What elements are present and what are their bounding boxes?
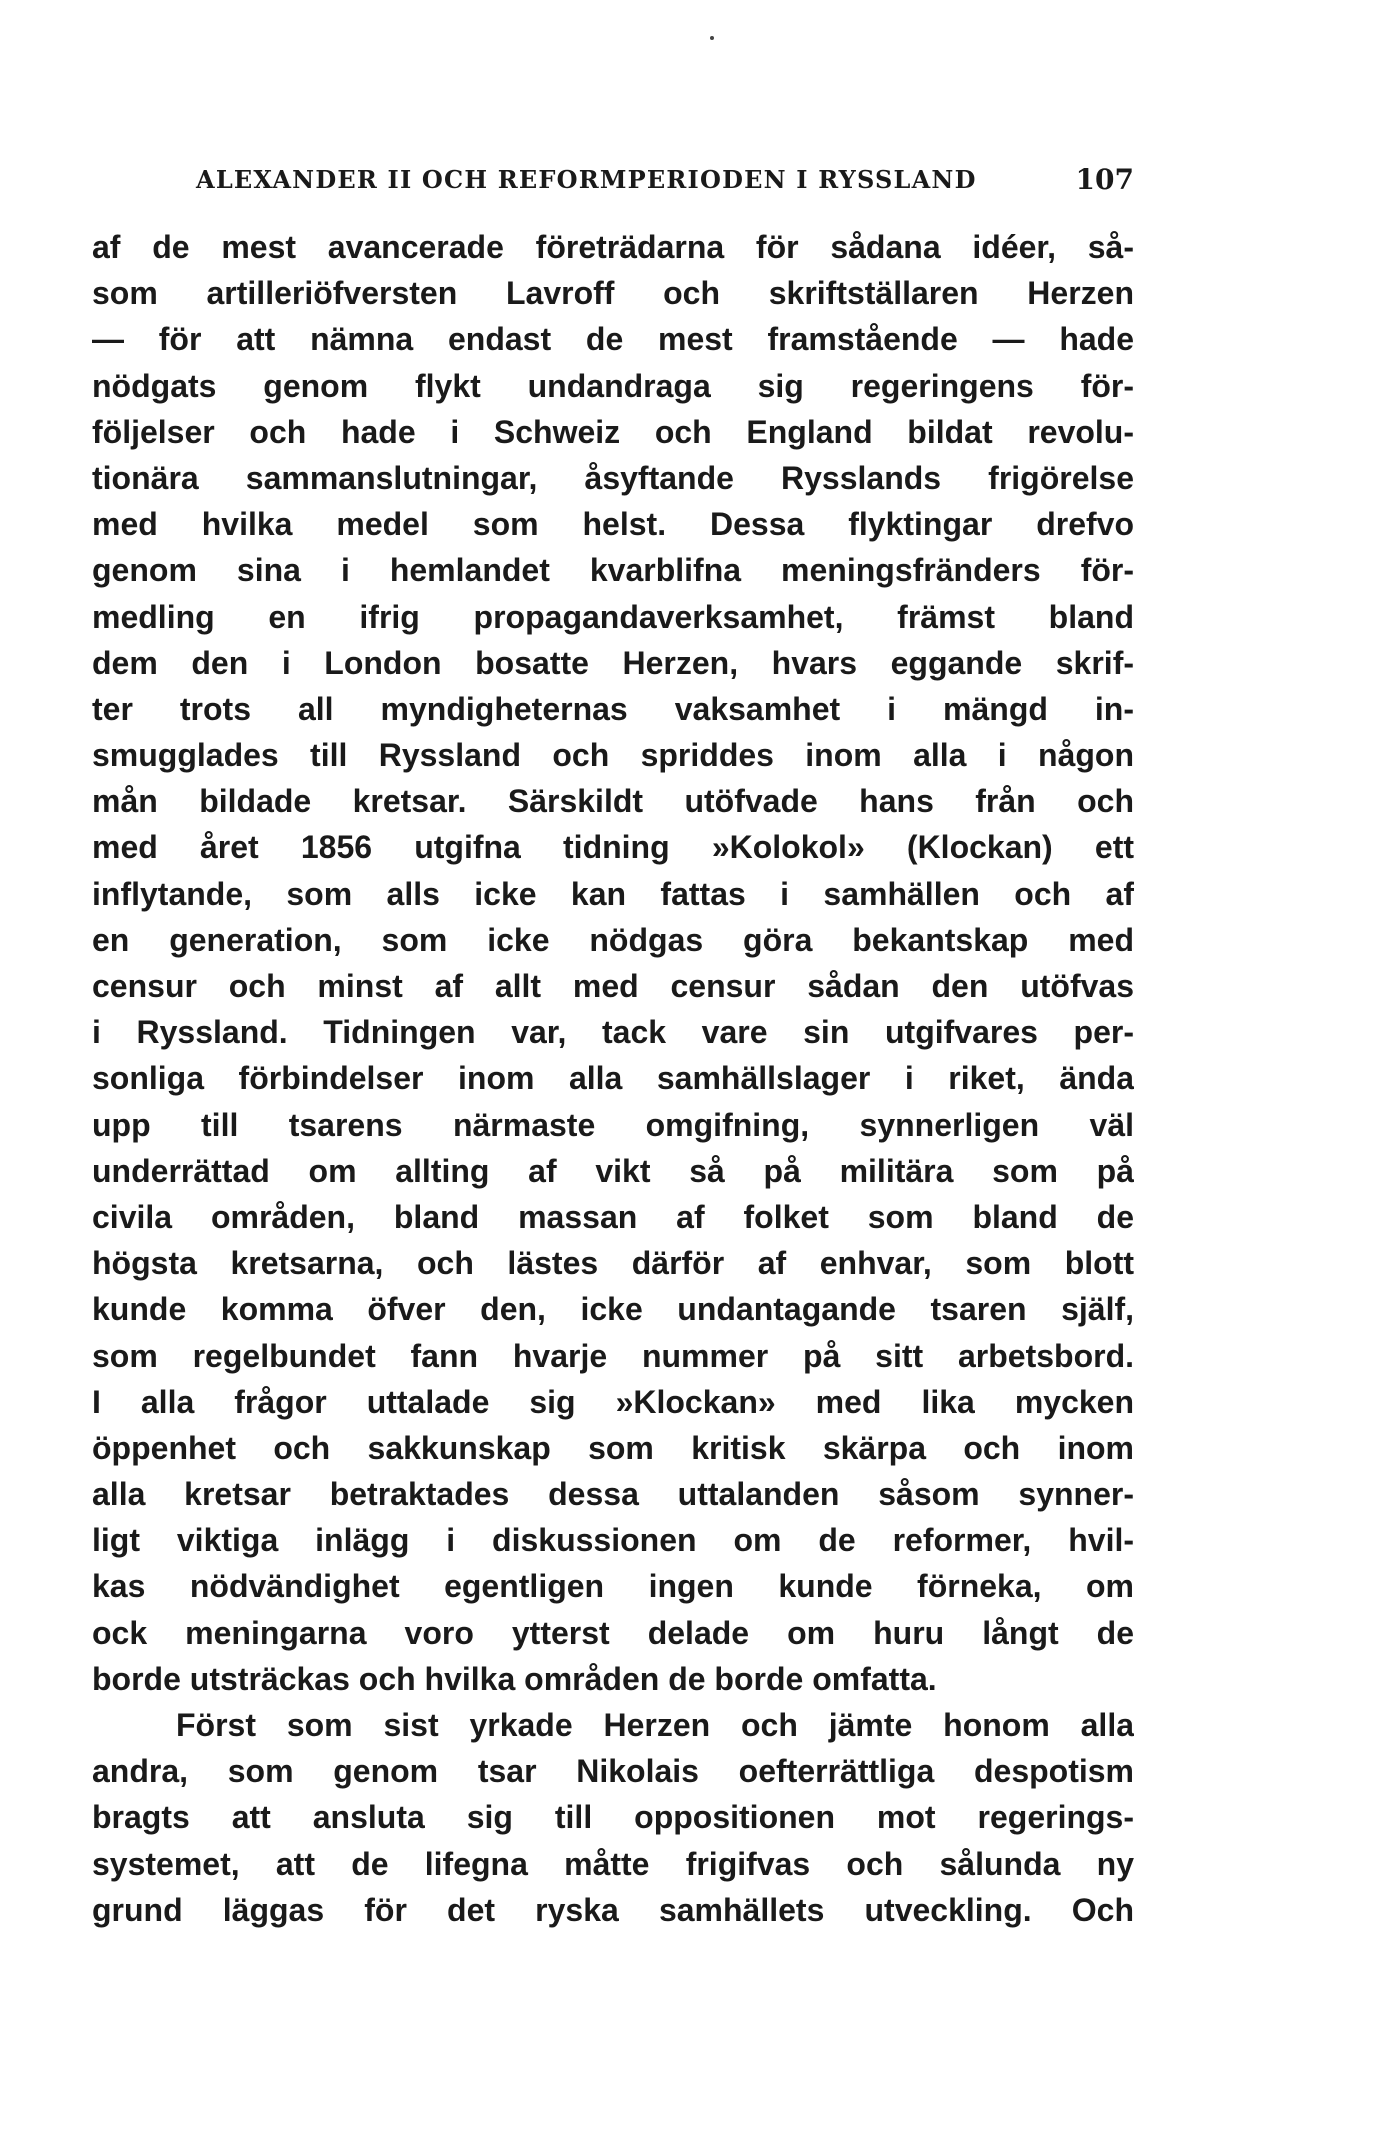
text-line: ligt viktiga inlägg i diskussionen om de reformer, hvil- bbox=[92, 1522, 1134, 1559]
text-line: censur och minst af allt med censur sådan den utöfvas bbox=[92, 968, 1134, 1004]
text-line: alla kretsar betraktades dessa uttalanden såsom synner- bbox=[92, 1476, 1134, 1513]
text-line: — för att nämna endast de mest framstående — hade bbox=[92, 321, 1134, 358]
text-line: ter trots all myndigheternas vaksamhet i mängd in- bbox=[92, 690, 1134, 727]
running-title: ALEXANDER II OCH REFORMPERIODEN I RYSSLAND bbox=[196, 165, 977, 194]
text-line: smugglades till Ryssland och spriddes inom alla i någon bbox=[92, 737, 1134, 774]
text-line: genom sina i hemlandet kvarblifna meningsfränders för- bbox=[92, 552, 1134, 589]
text-line: I alla frågor uttalade sig »Klockan» med lika mycken bbox=[92, 1383, 1134, 1420]
text-line: sonliga förbindelser inom alla samhällslager i riket, ända bbox=[92, 1060, 1134, 1097]
text-line: af de mest avancerade företrädarna för sådana idéer, så- bbox=[92, 229, 1134, 265]
paragraph-2 bbox=[92, 1702, 1134, 1933]
text-line: dem den i London bosatte Herzen, hvars eggande skrif- bbox=[92, 644, 1134, 681]
text-line: högsta kretsarna, och lästes därför af enhvar, som blott bbox=[92, 1245, 1134, 1282]
body-text bbox=[92, 224, 1134, 1933]
text-line: medling en ifrig propagandaverksamhet, främst bland bbox=[92, 598, 1134, 635]
text-line: underrättad om allting af vikt så på militära som på bbox=[92, 1152, 1134, 1189]
text-line: civila områden, bland massan af folket som bland de bbox=[92, 1198, 1134, 1235]
text-line: mån bildade kretsar. Särskildt utöfvade hans från och bbox=[92, 783, 1134, 820]
paragraph-1 bbox=[92, 224, 1134, 1702]
text-line: kunde komma öfver den, icke undantagande tsaren själf, bbox=[92, 1291, 1134, 1328]
text-line: grund läggas för det ryska samhällets utveckling. Och bbox=[92, 1891, 1134, 1928]
text-line: upp till tsarens närmaste omgifning, synnerligen väl bbox=[92, 1106, 1134, 1143]
text-line: nödgats genom flykt undandraga sig regeringens för- bbox=[92, 367, 1134, 404]
print-speck bbox=[710, 36, 714, 40]
text-line: som regelbundet fann hvarje nummer på sitt arbetsbord. bbox=[92, 1337, 1134, 1374]
running-header bbox=[196, 160, 1134, 200]
text-line: som artilleriöfversten Lavroff och skriftställaren Herzen bbox=[92, 275, 1134, 312]
text-line: Först som sist yrkade Herzen och jämte honom alla bbox=[176, 1707, 1134, 1743]
text-line: med hvilka medel som helst. Dessa flyktingar drefvo bbox=[92, 506, 1134, 543]
text-line: tionära sammanslutningar, åsyftande Rysslands frigörelse bbox=[92, 459, 1134, 496]
text-line: öppenhet och sakkunskap som kritisk skärpa och inom bbox=[92, 1429, 1134, 1466]
text-line: följelser och hade i Schweiz och England bildat revolu- bbox=[92, 413, 1134, 450]
page-number: 107 bbox=[1075, 163, 1134, 196]
text-line: borde utsträckas och hvilka områden de borde omfatta. bbox=[92, 1660, 937, 1697]
text-line: systemet, att de lifegna måtte frigifvas och sålunda ny bbox=[92, 1845, 1134, 1882]
text-line: bragts att ansluta sig till oppositionen mot regerings- bbox=[92, 1799, 1134, 1836]
text-line: med året 1856 utgifna tidning »Kolokol» (Klockan) ett bbox=[92, 829, 1134, 866]
text-line: i Ryssland. Tidningen var, tack vare sin utgifvares per- bbox=[92, 1014, 1134, 1051]
text-line: andra, som genom tsar Nikolais oefterrättliga despotism bbox=[92, 1753, 1134, 1790]
text-line: en generation, som icke nödgas göra bekantskap med bbox=[92, 921, 1134, 958]
text-line: inflytande, som alls icke kan fattas i samhällen och af bbox=[92, 875, 1134, 912]
text-line: ock meningarna voro ytterst delade om huru långt de bbox=[92, 1614, 1134, 1651]
text-line: kas nödvändighet egentligen ingen kunde förneka, om bbox=[92, 1568, 1134, 1605]
